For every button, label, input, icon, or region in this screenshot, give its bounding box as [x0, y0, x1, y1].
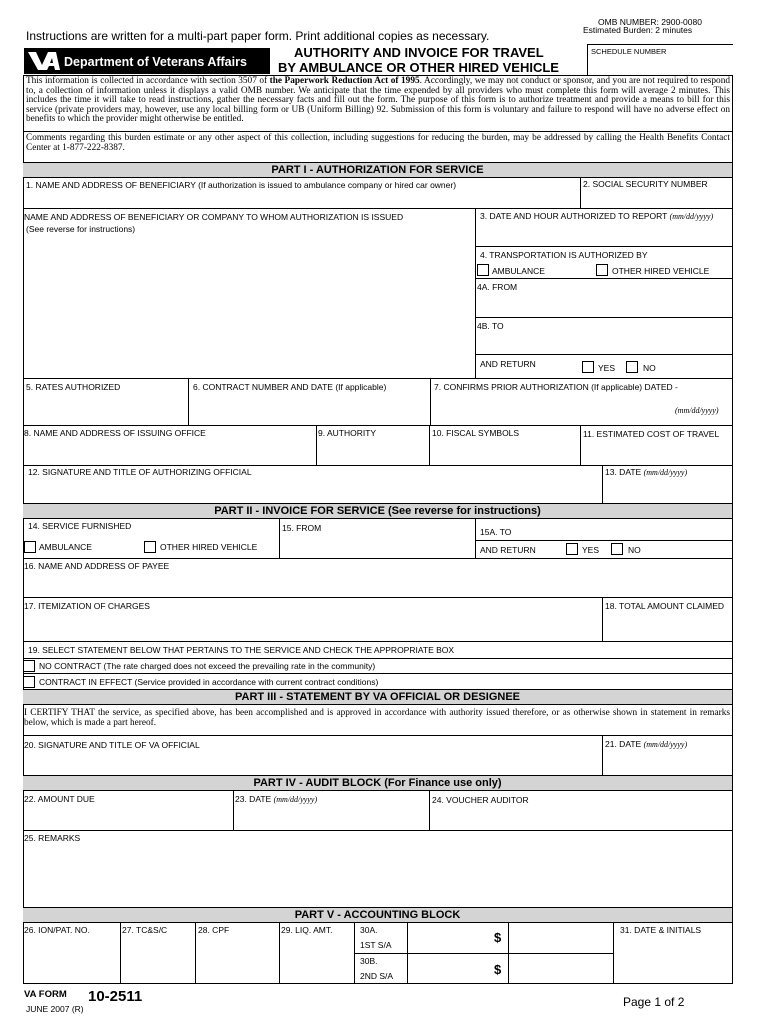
divider [429, 425, 430, 465]
divider [23, 641, 733, 642]
field10-label: 10. FISCAL SYMBOLS [432, 428, 520, 438]
divider [580, 425, 581, 465]
divider [23, 735, 733, 736]
date-format: (mm/dd/yyyy) [273, 795, 318, 804]
form-number: 10-2511 [88, 988, 143, 1005]
divider [279, 922, 280, 983]
field23-label [235, 795, 317, 804]
divider [23, 673, 733, 674]
privacy-act-name: the Paperwork Reduction Act of 1995 [269, 76, 420, 86]
form-instructions: Instructions are written for a multi-part paper form. Print additional copies as necessary. [26, 29, 490, 43]
frame-right [732, 75, 733, 983]
field30b-label: 30B. [360, 956, 378, 966]
return-no-checkbox[interactable] [626, 361, 638, 373]
certification-statement [24, 709, 730, 728]
divider [120, 922, 121, 983]
divider [195, 922, 196, 983]
divider [475, 518, 476, 558]
divider [23, 658, 733, 659]
date-format: (mm/dd/yyyy) [669, 212, 714, 221]
field19-label: 19. SELECT STATEMENT BELOW THAT PERTAINS TO THE SERVICE AND CHECK THE APPROPRIATE BOX [28, 645, 455, 655]
frame-bottom [23, 983, 733, 984]
privacy-text: . Accordingly, we may not conduct or sponsor, and you are not required to respond to, a collection of information unless it displays a valid OMB number. We anticipate that the time expended by all providers who must complete this form will average 2 minutes. This includes the time it will take to read instructions, gather the necessary facts and fill out the form. The purpose of this form is to authorize treatment and provide a means to bill for this service (private providers may, however, use any local billing form or UB (Uniform Billing) 92. Submission of this form is voluntary and failure to respond will have no adverse effect on benefits to which the provider might otherwise be entitled. [26, 76, 730, 125]
service-and-return-label: AND RETURN [480, 545, 536, 555]
field27-label: 27. TC&S/C [122, 925, 168, 935]
service-other-vehicle-label: OTHER HIRED VEHICLE [160, 542, 258, 552]
field22-label: 22. AMOUNT DUE [24, 794, 95, 804]
field12-label: 12. SIGNATURE AND TITLE OF AUTHORIZING OFFICIAL [28, 467, 252, 477]
field23-text: 23. DATE [235, 794, 272, 804]
divider [580, 177, 581, 208]
field21-text: 21. DATE [605, 739, 642, 749]
field25-label: 25. REMARKS [24, 833, 81, 843]
return-no-label: NO [643, 363, 656, 373]
field15a-label: 15A. TO [480, 527, 512, 537]
divider [475, 317, 733, 318]
divider [475, 246, 733, 247]
no-contract-label: NO CONTRACT (The rate charged does not exceed the prevailing rate in the community) [39, 661, 376, 671]
subaccount1-label: 1ST S/A [360, 940, 392, 950]
field17-label: 17. ITEMIZATION OF CHARGES [24, 601, 150, 611]
divider [613, 922, 614, 983]
field26-label: 26. ION/PAT. NO. [24, 925, 90, 935]
divider [23, 425, 733, 426]
part5-heading: PART V - ACCOUNTING BLOCK [23, 907, 732, 923]
divider [475, 278, 733, 279]
omb-number: OMB NUMBER: 2900-0080 [598, 17, 702, 27]
divider [354, 953, 613, 954]
divider [508, 922, 509, 983]
field8-label: 8. NAME AND ADDRESS OF ISSUING OFFICE [24, 428, 206, 438]
date-format: (mm/dd/yyyy) [643, 468, 688, 477]
field13-label [605, 468, 687, 477]
form-title-line1: AUTHORITY AND INVOICE FOR TRAVEL [294, 45, 544, 60]
field2-label: 2. SOCIAL SECURITY NUMBER [583, 179, 708, 189]
estimated-burden: Estimated Burden: 2 minutes [583, 25, 693, 35]
field21-label [605, 740, 687, 749]
divider [23, 597, 733, 598]
no-contract-checkbox[interactable] [23, 660, 35, 672]
divider [188, 378, 189, 425]
divider [23, 830, 733, 831]
field15-label: 15. FROM [282, 523, 322, 533]
field13-text: 13. DATE [605, 467, 642, 477]
field11-label: 11. ESTIMATED COST OF TRAVEL [583, 429, 720, 439]
subaccount2-label: 2ND S/A [360, 971, 394, 981]
field4a-label: 4A. FROM [477, 282, 518, 292]
service-ambulance-checkbox[interactable] [24, 541, 36, 553]
field30a-label: 30A. [360, 925, 378, 935]
divider [23, 558, 733, 559]
service-return-no-label: NO [628, 545, 641, 555]
page-number: Page 1 of 2 [623, 995, 685, 1009]
part2-heading: PART II - INVOICE FOR SERVICE (See reverse for instructions) [23, 503, 732, 519]
see-reverse-label: (See reverse for instructions) [26, 224, 136, 234]
form-title-line2: BY AMBULANCE OR OTHER HIRED VEHICLE [278, 60, 559, 75]
va-logo-banner [24, 48, 270, 74]
service-return-yes-checkbox[interactable] [566, 543, 578, 555]
divider [587, 44, 588, 75]
form-revision-date: JUNE 2007 (R) [26, 1004, 84, 1014]
return-yes-checkbox[interactable] [582, 361, 594, 373]
divider [23, 465, 733, 466]
field4-label: 4. TRANSPORTATION IS AUTHORIZED BY [480, 250, 648, 260]
field29-label: 29. LIQ. AMT. [281, 925, 333, 935]
divider [279, 518, 280, 558]
privacy-text: This information is collected in accordance with section 3507 of [26, 76, 270, 86]
field7-label: 7. CONFIRMS PRIOR AUTHORIZATION (If applicable) DATED - [434, 382, 678, 392]
date-format: (mm/dd/yyyy) [643, 740, 688, 749]
schedule-number-label: SCHEDULE NUMBER [591, 47, 667, 56]
field4b-label: 4B. TO [477, 321, 504, 331]
divider [316, 425, 317, 465]
comments-notice: Comments regarding this burden estimate or any other aspect of this collection, including suggestions for reducing the burden, may be addressed by calling the Health Benefits Contact Center at 1-877-222-8387. [26, 133, 730, 153]
field5-label: 5. RATES AUTHORIZED [26, 382, 121, 392]
field9-label: 9. AUTHORITY [318, 428, 377, 438]
va-form-label: VA FORM [24, 989, 67, 1000]
field28-label: 28. CPF [198, 925, 230, 935]
divider [587, 44, 733, 45]
field3-text: 3. DATE AND HOUR AUTHORIZED TO REPORT [480, 211, 668, 221]
contract-checkbox[interactable] [23, 676, 35, 688]
field1-label: 1. NAME AND ADDRESS OF BENEFICIARY (If authorization is issued to ambulance company or hired car owner) [26, 180, 457, 190]
certify-text: the service, as specified above, has been accomplished and is approved in accordance with authority issued therefore, or as otherwise shown in statement in remarks below, which is made a part hereof. [24, 708, 730, 728]
divider [602, 597, 603, 641]
divider [475, 540, 733, 541]
divider [602, 735, 603, 775]
divider [429, 790, 430, 830]
field31-label: 31. DATE & INITIALS [620, 925, 702, 935]
part4-heading: PART IV - AUDIT BLOCK (For Finance use only) [23, 775, 732, 791]
certify-lead: I CERTIFY THAT [24, 708, 95, 718]
divider [233, 790, 234, 830]
field24-label: 24. VOUCHER AUDITOR [432, 795, 529, 805]
service-return-yes-label: YES [582, 545, 600, 555]
service-return-no-checkbox[interactable] [611, 543, 623, 555]
divider [23, 131, 733, 132]
field20-label: 20. SIGNATURE AND TITLE OF VA OFFICIAL [24, 740, 200, 750]
field3-label [480, 212, 713, 221]
divider [23, 378, 733, 379]
service-other-vehicle-checkbox[interactable] [144, 541, 156, 553]
va-logo-icon [27, 51, 61, 71]
field18-label: 18. TOTAL AMOUNT CLAIMED [605, 601, 725, 611]
beneficiary-company-label: NAME AND ADDRESS OF BENEFICIARY OR COMPANY TO WHOM AUTHORIZATION IS ISSUED [24, 212, 404, 222]
part3-heading: PART III - STATEMENT BY VA OFFICIAL OR DESIGNEE [23, 689, 732, 705]
divider [602, 465, 603, 503]
field16-label: 16. NAME AND ADDRESS OF PAYEE [24, 561, 170, 571]
contract-label: CONTRACT IN EFFECT (Service provided in accordance with current contract conditions) [39, 677, 379, 687]
other-vehicle-label: OTHER HIRED VEHICLE [612, 266, 710, 276]
date-format: (mm/dd/yyyy) [675, 406, 719, 415]
dollar-sign-30a: $ [494, 930, 502, 945]
ambulance-label: AMBULANCE [492, 266, 545, 276]
and-return-label: AND RETURN [480, 359, 536, 369]
other-vehicle-checkbox[interactable] [596, 264, 608, 276]
divider [430, 378, 431, 425]
ambulance-checkbox[interactable] [477, 264, 489, 276]
divider [475, 354, 733, 355]
divider [475, 208, 476, 378]
field14-label: 14. SERVICE FURNISHED [28, 521, 132, 531]
dept-name: Department of Veterans Affairs [64, 55, 247, 69]
part1-heading: PART I - AUTHORIZATION FOR SERVICE [23, 162, 732, 178]
privacy-notice [26, 77, 730, 125]
return-yes-label: YES [598, 363, 616, 373]
service-ambulance-label: AMBULANCE [39, 542, 92, 552]
dollar-sign-30b: $ [494, 962, 502, 977]
divider [23, 208, 733, 209]
field6-label: 6. CONTRACT NUMBER AND DATE (If applicable) [193, 382, 387, 392]
